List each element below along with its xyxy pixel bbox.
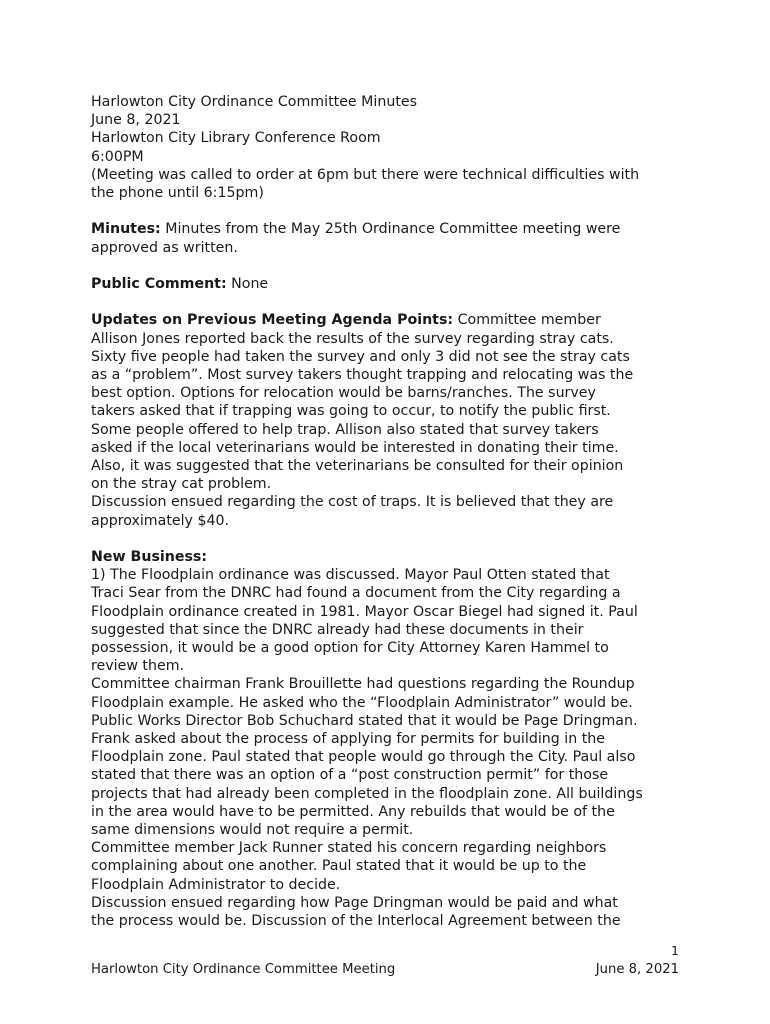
header-block [91,93,691,202]
new-business-line: review them. [91,658,185,675]
updates-line: Some people offered to help trap. Allison also stated that survey takers [91,421,599,438]
new-business-line: Committee member Jack Runner stated his concern regarding neighbors [91,840,607,857]
minutes-line: approved as written. [91,239,238,256]
updates-first-line [91,311,691,329]
new-business-line: Traci Sear from the DNRC had found a document from the City regarding a [91,585,621,602]
updates-line: best option. Options for relocation would be barns/ranches. The survey [91,385,596,402]
document-page [91,93,691,930]
minutes-first-line [91,220,691,238]
updates-line: approximately $40. [91,512,230,529]
public-comment-label: Public Comment: [91,276,227,292]
minutes-label: Minutes: [91,221,161,238]
updates-section [91,311,691,529]
new-business-line: projects that had already been completed in the floodplain zone. All buildings [91,785,643,802]
new-business-label: New Business: [91,549,208,566]
meeting-note-line: (Meeting was called to order at 6pm but there were technical difficulties with [91,166,640,183]
meeting-location: Harlowton City Library Conference Room [91,130,381,147]
new-business-line: Floodplain zone. Paul stated that people would go through the City. Paul also [91,749,636,766]
updates-text: Committee member [453,312,601,329]
new-business-line: Frank asked about the process of applying for permits for building in the [91,731,605,748]
new-business-line: in the area would have to be permitted. Any rebuilds that would be of the [91,803,615,820]
public-comment-line [91,275,691,293]
new-business-line: the process would be. Discussion of the Interlocal Agreement between the [91,913,621,930]
updates-line: asked if the local veterinarians would be interested in donating their time. [91,439,619,456]
footer-meeting-name: Harlowton City Ordinance Committee Meeting [91,962,396,977]
meeting-time: 6:00PM [91,148,144,165]
new-business-line: Floodplain Administrator to decide. [91,876,341,893]
updates-label: Updates on Previous Meeting Agenda Points: [91,312,454,329]
document-title: Harlowton City Ordinance Committee Minutes [91,94,418,110]
minutes-section [91,220,691,256]
updates-line: on the stray cat problem. [91,476,272,493]
meeting-date: June 8, 2021 [91,112,181,129]
updates-line: as a “problem”. Most survey takers thought trapping and relocating was the [91,367,634,383]
new-business-line: Floodplain ordinance created in 1981. Mayor Oscar Biegel had signed it. Paul [91,603,638,620]
new-business-line: possession, it would be a good option for City Attorney Karen Hammel to [91,640,609,657]
new-business-line: stated that there was an option of a “post construction permit” for those [91,767,609,784]
updates-line: takers asked that if trapping was going to occur, to notify the public first. [91,403,611,420]
new-business-line: 1) The Floodplain ordinance was discussed. Mayor Paul Otten stated that [91,567,610,584]
new-business-line: Public Works Director Bob Schuchard stated that it would be Page Dringman. [91,712,638,729]
new-business-line: Floodplain example. He asked who the “Floodplain Administrator” would be. [91,694,633,711]
new-business-line: suggested that since the DNRC already had these documents in their [91,621,584,638]
new-business-line: Discussion ensued regarding how Page Dringman would be paid and what [91,894,618,911]
new-business-line: complaining about one another. Paul stated that it would be up to the [91,858,587,875]
new-business-line: Committee chairman Frank Brouillette had questions regarding the Roundup [91,676,635,693]
minutes-text: Minutes from the May 25th Ordinance Committee meeting were [160,221,621,238]
public-comment-section [91,275,691,293]
footer-date: June 8, 2021 [595,962,679,977]
updates-line: Discussion ensued regarding the cost of traps. It is believed that they are [91,494,614,511]
updates-line: Also, it was suggested that the veterinarians be consulted for their opinion [91,458,624,475]
new-business-line: same dimensions would not require a permit. [91,822,414,839]
page-number: 1 [671,943,679,958]
updates-line: Allison Jones reported back the results of the survey regarding stray cats. [91,330,614,347]
public-comment-text: None [226,276,269,292]
meeting-note-line: the phone until 6:15pm) [91,185,264,202]
new-business-section [91,548,691,930]
updates-line: Sixty five people had taken the survey and only 3 did not see the stray cats [91,348,630,365]
